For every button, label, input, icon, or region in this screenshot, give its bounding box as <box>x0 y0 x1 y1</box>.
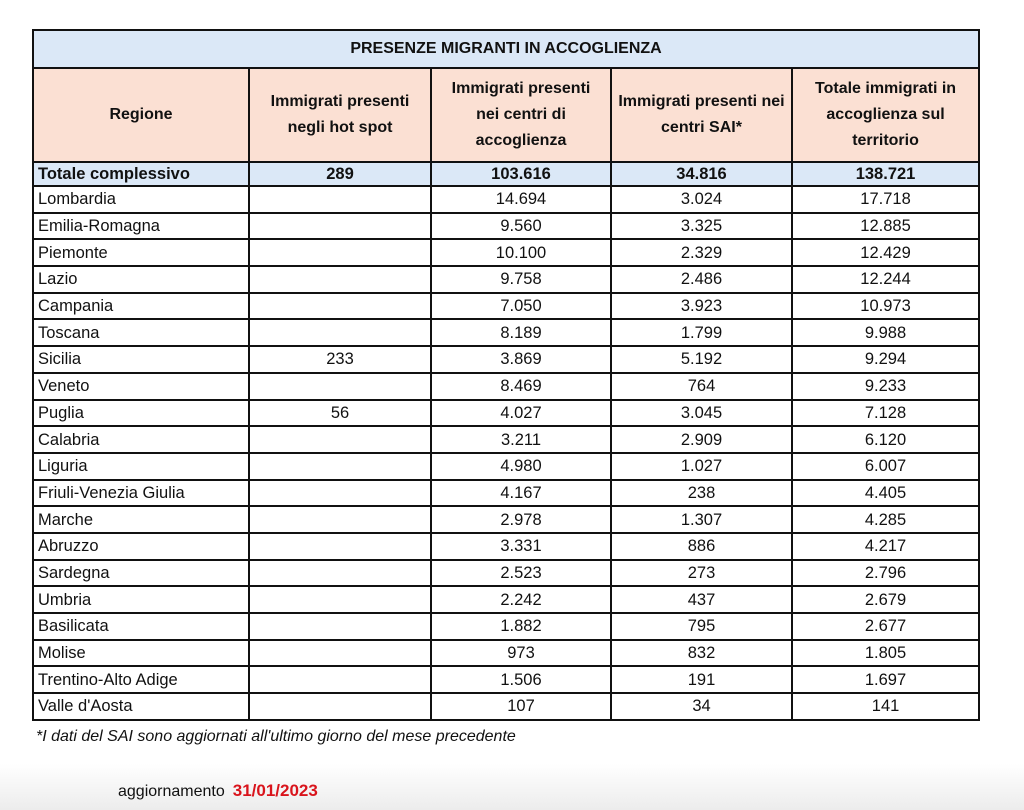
cell-hotspot <box>249 426 431 453</box>
cell-sai: 5.192 <box>611 346 792 373</box>
total-label: Totale complessivo <box>33 162 249 186</box>
column-header-centri: Immigrati presenti nei centri di accoglienza <box>431 68 611 162</box>
table-row <box>33 319 979 346</box>
cell-totale: 9.988 <box>792 319 979 346</box>
table-row <box>33 666 979 693</box>
cell-centri: 1.882 <box>431 613 611 640</box>
update-date: 31/01/2023 <box>232 781 318 800</box>
cell-sai: 3.024 <box>611 186 792 213</box>
cell-regione: Emilia-Romagna <box>33 213 249 240</box>
footnote: *I dati del SAI sono aggiornati all'ultimo giorno del mese precedente <box>36 728 516 745</box>
cell-totale: 12.244 <box>792 266 979 293</box>
cell-centri: 3.869 <box>431 346 611 373</box>
cell-regione: Molise <box>33 640 249 667</box>
cell-centri: 7.050 <box>431 293 611 320</box>
table-row <box>33 453 979 480</box>
cell-regione: Marche <box>33 506 249 533</box>
cell-centri: 2.978 <box>431 506 611 533</box>
cell-totale: 9.294 <box>792 346 979 373</box>
cell-totale: 17.718 <box>792 186 979 213</box>
cell-hotspot <box>249 640 431 667</box>
cell-hotspot <box>249 453 431 480</box>
table-title: PRESENZE MIGRANTI IN ACCOGLIENZA <box>33 30 979 68</box>
cell-sai: 2.486 <box>611 266 792 293</box>
cell-hotspot <box>249 586 431 613</box>
column-header-totale: Totale immigrati in accoglienza sul territorio <box>792 68 979 162</box>
cell-totale: 1.697 <box>792 666 979 693</box>
cell-hotspot <box>249 373 431 400</box>
table-row <box>33 640 979 667</box>
cell-centri: 3.211 <box>431 426 611 453</box>
cell-centri: 2.523 <box>431 560 611 587</box>
table-row <box>33 373 979 400</box>
cell-sai: 3.045 <box>611 400 792 427</box>
cell-regione: Veneto <box>33 373 249 400</box>
cell-hotspot: 233 <box>249 346 431 373</box>
cell-centri: 973 <box>431 640 611 667</box>
cell-hotspot <box>249 266 431 293</box>
table-row <box>33 506 979 533</box>
cell-centri: 1.506 <box>431 666 611 693</box>
column-header-regione: Regione <box>33 68 249 162</box>
column-header-row <box>33 68 979 162</box>
update-label: aggiornamento <box>118 783 225 800</box>
presenze-table <box>32 29 980 721</box>
cell-sai: 3.325 <box>611 213 792 240</box>
cell-totale: 1.805 <box>792 640 979 667</box>
cell-totale: 2.677 <box>792 613 979 640</box>
cell-regione: Puglia <box>33 400 249 427</box>
cell-sai: 238 <box>611 480 792 507</box>
cell-regione: Umbria <box>33 586 249 613</box>
cell-sai: 3.923 <box>611 293 792 320</box>
total-sai: 34.816 <box>611 162 792 186</box>
total-totale: 138.721 <box>792 162 979 186</box>
cell-centri: 9.758 <box>431 266 611 293</box>
cell-regione: Lombardia <box>33 186 249 213</box>
cell-regione: Sardegna <box>33 560 249 587</box>
cell-sai: 1.307 <box>611 506 792 533</box>
table-row <box>33 346 979 373</box>
update-info <box>118 781 318 801</box>
cell-centri: 4.980 <box>431 453 611 480</box>
cell-hotspot <box>249 239 431 266</box>
cell-centri: 8.189 <box>431 319 611 346</box>
table-row <box>33 293 979 320</box>
table-row <box>33 586 979 613</box>
cell-hotspot <box>249 319 431 346</box>
cell-regione: Piemonte <box>33 239 249 266</box>
total-row <box>33 162 979 186</box>
cell-regione: Trentino-Alto Adige <box>33 666 249 693</box>
cell-sai: 191 <box>611 666 792 693</box>
cell-hotspot: 56 <box>249 400 431 427</box>
cell-regione: Basilicata <box>33 613 249 640</box>
cell-centri: 9.560 <box>431 213 611 240</box>
table-row <box>33 239 979 266</box>
cell-regione: Friuli-Venezia Giulia <box>33 480 249 507</box>
cell-regione: Lazio <box>33 266 249 293</box>
total-centri: 103.616 <box>431 162 611 186</box>
cell-totale: 2.796 <box>792 560 979 587</box>
cell-totale: 6.120 <box>792 426 979 453</box>
cell-sai: 2.329 <box>611 239 792 266</box>
table-row <box>33 480 979 507</box>
table-row <box>33 213 979 240</box>
cell-hotspot <box>249 186 431 213</box>
cell-sai: 832 <box>611 640 792 667</box>
cell-totale: 7.128 <box>792 400 979 427</box>
table-row <box>33 560 979 587</box>
cell-hotspot <box>249 213 431 240</box>
table-title-row <box>33 30 979 68</box>
cell-centri: 107 <box>431 693 611 720</box>
cell-sai: 1.027 <box>611 453 792 480</box>
table-row <box>33 426 979 453</box>
cell-totale: 2.679 <box>792 586 979 613</box>
cell-hotspot <box>249 293 431 320</box>
table-row <box>33 186 979 213</box>
column-header-hotspot: Immigrati presenti negli hot spot <box>249 68 431 162</box>
table-row <box>33 533 979 560</box>
total-hotspot: 289 <box>249 162 431 186</box>
cell-regione: Liguria <box>33 453 249 480</box>
cell-totale: 9.233 <box>792 373 979 400</box>
cell-totale: 10.973 <box>792 293 979 320</box>
cell-centri: 14.694 <box>431 186 611 213</box>
table-row <box>33 266 979 293</box>
cell-hotspot <box>249 533 431 560</box>
cell-sai: 1.799 <box>611 319 792 346</box>
cell-hotspot <box>249 613 431 640</box>
cell-sai: 795 <box>611 613 792 640</box>
cell-hotspot <box>249 506 431 533</box>
cell-centri: 4.027 <box>431 400 611 427</box>
cell-centri: 2.242 <box>431 586 611 613</box>
cell-regione: Toscana <box>33 319 249 346</box>
cell-totale: 141 <box>792 693 979 720</box>
cell-regione: Abruzzo <box>33 533 249 560</box>
cell-hotspot <box>249 693 431 720</box>
cell-regione: Valle d'Aosta <box>33 693 249 720</box>
cell-regione: Sicilia <box>33 346 249 373</box>
cell-sai: 2.909 <box>611 426 792 453</box>
cell-hotspot <box>249 480 431 507</box>
cell-hotspot <box>249 560 431 587</box>
cell-sai: 886 <box>611 533 792 560</box>
cell-totale: 12.885 <box>792 213 979 240</box>
cell-totale: 4.217 <box>792 533 979 560</box>
cell-regione: Calabria <box>33 426 249 453</box>
cell-hotspot <box>249 666 431 693</box>
cell-regione: Campania <box>33 293 249 320</box>
table-row <box>33 693 979 720</box>
cell-centri: 10.100 <box>431 239 611 266</box>
cell-totale: 6.007 <box>792 453 979 480</box>
cell-sai: 437 <box>611 586 792 613</box>
cell-centri: 3.331 <box>431 533 611 560</box>
cell-sai: 764 <box>611 373 792 400</box>
cell-totale: 4.405 <box>792 480 979 507</box>
column-header-sai: Immigrati presenti nei centri SAI* <box>611 68 792 162</box>
table-row <box>33 613 979 640</box>
cell-sai: 34 <box>611 693 792 720</box>
cell-centri: 4.167 <box>431 480 611 507</box>
cell-totale: 4.285 <box>792 506 979 533</box>
cell-sai: 273 <box>611 560 792 587</box>
cell-centri: 8.469 <box>431 373 611 400</box>
table-row <box>33 400 979 427</box>
cell-totale: 12.429 <box>792 239 979 266</box>
